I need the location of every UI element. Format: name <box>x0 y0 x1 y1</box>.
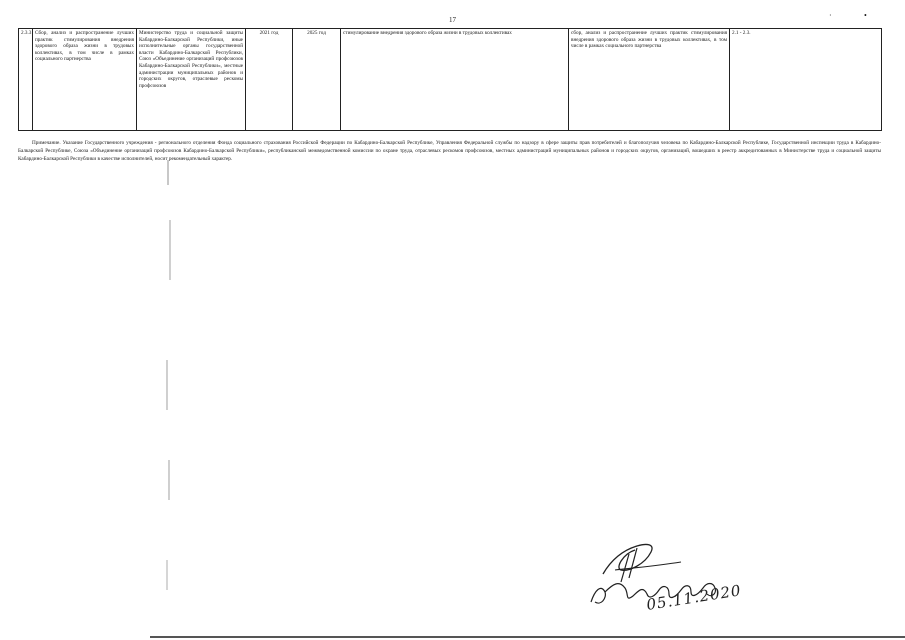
scan-bottom-line <box>150 636 905 638</box>
end-year-cell: 2025 год <box>293 29 341 131</box>
footnote: Примечание. Указание Государственного учреждения - регионального отделения Фонда социального страхования Российской Федерации по Кабардино-Балкарской Республике, Управления Федеральной службы по надзору в сфере защиты прав потребителей и благополучия человека по Кабардино-Балкарской Республике, Государственной инспекции труда в Кабардино-Балкарской Республике, Союза «Объединение организаций профсоюзов Кабардино-Балкарской Республики», республиканской межведомственной комиссии по охране труда, отраслевых рескомов профсоюзов, местных администраций муниципальных районов и городских округов, организаций, вошедших в реестр аккредитованных в Министерстве труда и социальной защиты Кабардино-Балкарской Республики в качестве исполнителей, носит рекомендательный характер. <box>18 140 881 163</box>
indicator-cell: сбор, анализ и распространение лучших практик стимулирования внедрения здорового образа жизни в трудовых коллективах, в том числе в рамках социального партнерства <box>569 29 730 131</box>
table-row <box>19 29 882 131</box>
corner-bullet-mark: • <box>864 11 867 20</box>
handwritten-date: 05.11.2020 <box>645 581 743 614</box>
corner-dot-mark: · <box>829 11 832 20</box>
activity-cell: Сбор, анализ и распространение лучших практик стимулирования внедрения здорового образа жизни в трудовых коллективах, в том числе в рамках социального партнерства <box>33 29 137 131</box>
expected-result-cell: стимулирование внедрения здорового образа жизни в трудовых коллективах <box>341 29 569 131</box>
executors-cell: Министерство труда и социальной защиты Кабардино-Балкарской Республики, иные исполнительные органы государственной власти Кабардино-Балкарской Республики, Союз «Объединение организаций профсоюзов Кабардино-Балкарской Республики», местные администрации муниципальных районов и городских округов, отраслевые рескомы профсоюзов <box>137 29 246 131</box>
page-number: 17 <box>449 16 456 24</box>
link-cell: 2.1 - 2.3. <box>730 29 882 131</box>
row-number-cell: 2.3.3 <box>19 29 33 131</box>
start-year-cell: 2021 год <box>246 29 293 131</box>
plan-table <box>18 28 882 131</box>
binding-stamp-trace <box>158 160 178 630</box>
